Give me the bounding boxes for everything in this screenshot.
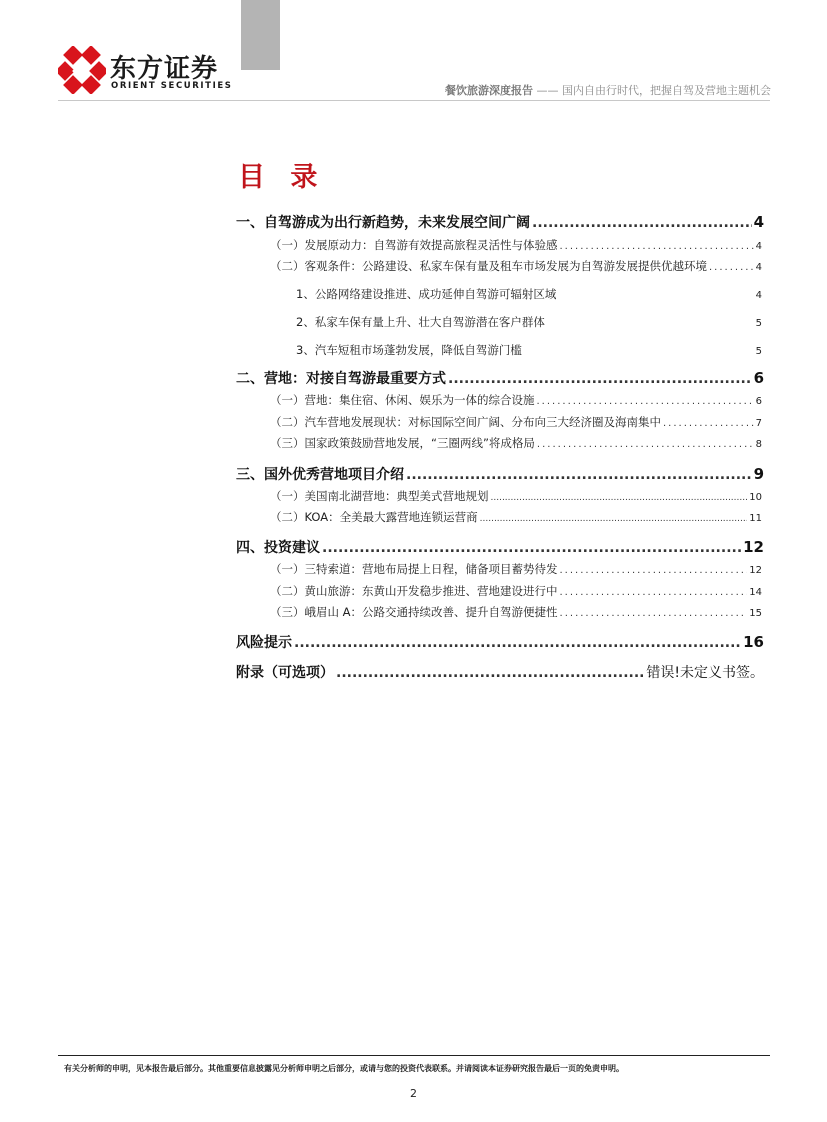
footer-divider	[58, 1055, 770, 1056]
toc-dot-leader	[336, 665, 644, 681]
report-category: 餐饮旅游深度报告	[445, 84, 533, 97]
toc-entry-text: 一、自驾游成为出行新趋势，未来发展空间广阔	[236, 215, 530, 231]
toc-entry-page: 12	[743, 538, 764, 556]
toc-dot-leader	[294, 635, 741, 651]
toc-dot-leader	[480, 514, 748, 524]
report-title: —— 国内自由行时代，把握自驾及营地主题机会	[536, 84, 771, 97]
toc-entry-1-1[interactable]	[270, 237, 762, 253]
toc-entry-page: 15	[749, 608, 762, 619]
logo-chinese-name: 东方证券	[110, 54, 219, 84]
header-divider	[58, 100, 770, 101]
toc-entry-text: 风险提示	[236, 635, 292, 651]
toc-entry-page: 5	[755, 318, 762, 329]
logo-english-name: ORIENT SECURITIES	[111, 81, 233, 91]
header-gray-band	[241, 0, 280, 70]
toc-entry-page: 9	[753, 465, 764, 483]
toc-entry-page: 4	[753, 213, 764, 231]
toc-dot-leader	[537, 439, 754, 450]
toc-entry-text: 1、公路网络建设推进、成功延伸自驾游可辐射区域	[296, 287, 557, 301]
toc-entry-2-1[interactable]	[270, 392, 762, 408]
toc-entry-text: 附录（可选项）	[236, 665, 334, 681]
toc-entry-text: （一）美国南北湖营地：典型美式营地规划	[270, 489, 489, 503]
toc-entry-1-2-1[interactable]	[296, 286, 762, 302]
toc-dot-leader	[491, 493, 748, 503]
toc-dot-leader	[709, 262, 754, 273]
toc-dot-leader	[560, 565, 748, 576]
toc-entry-section-3[interactable]	[236, 464, 764, 484]
toc-entry-text: （二）黄山旅游：东黄山开发稳步推进、营地建设进行中	[270, 584, 558, 598]
toc-dot-leader	[537, 396, 754, 407]
toc-entry-page: 4	[755, 262, 762, 273]
toc-entry-4-1[interactable]	[270, 561, 762, 577]
toc-entry-text: 3、汽车短租市场蓬勃发展，降低自驾游门槛	[296, 343, 522, 357]
toc-dot-leader	[448, 371, 752, 387]
toc-entry-text: （三）国家政策鼓励营地发展，“三圈两线”将成格局	[270, 436, 535, 450]
toc-entry-page: 11	[749, 513, 762, 524]
toc-entry-text: （三）峨眉山 A：公路交通持续改善、提升自驾游便捷性	[270, 605, 558, 619]
toc-dot-leader	[406, 467, 752, 483]
toc-entry-text: （一）三特索道：营地布局提上日程，储备项目蓄势待发	[270, 562, 558, 576]
toc-entry-page: 6	[755, 396, 762, 407]
toc-entry-page: 5	[755, 346, 762, 357]
toc-entry-text: 二、营地：对接自驾游最重要方式	[236, 371, 446, 387]
orient-securities-logo-icon	[58, 46, 106, 94]
toc-entry-page: 错误!未定义书签。	[646, 665, 764, 681]
company-logo	[58, 46, 233, 96]
toc-entry-3-2[interactable]	[270, 509, 762, 525]
toc-entry-text: （二）KOA：全美最大露营地连锁运营商	[270, 510, 478, 524]
footer-disclaimer: 有关分析师的申明，见本报告最后部分。其他重要信息披露见分析师申明之后部分，或请与您的投资代表联系。并请阅读本证券研究报告最后一页的免责申明。	[64, 1064, 624, 1073]
toc-entry-text: （二）客观条件：公路建设、私家车保有量及租车市场发展为自驾游发展提供优越环境	[270, 259, 707, 273]
toc-entry-risk[interactable]	[236, 632, 764, 652]
toc-entry-1-2-3[interactable]	[296, 342, 762, 358]
toc-dot-leader	[560, 608, 748, 619]
toc-entry-text: 2、私家车保有量上升、壮大自驾游潜在客户群体	[296, 315, 545, 329]
toc-entry-2-2[interactable]	[270, 414, 762, 430]
toc-dot-leader	[560, 241, 754, 252]
toc-entry-4-3[interactable]	[270, 604, 762, 620]
toc-entry-4-2[interactable]	[270, 583, 762, 599]
toc-entry-3-1[interactable]	[270, 488, 762, 504]
toc-entry-page: 7	[755, 418, 762, 429]
toc-entry-section-1[interactable]	[236, 212, 764, 232]
toc-entry-page: 10	[749, 492, 762, 503]
toc-dot-leader	[532, 215, 752, 231]
toc-entry-1-2[interactable]	[270, 258, 762, 274]
toc-entry-page: 4	[755, 290, 762, 301]
toc-entry-1-2-2[interactable]	[296, 314, 762, 330]
toc-entry-page: 4	[755, 241, 762, 252]
toc-entry-appendix[interactable]	[236, 662, 764, 682]
toc-entry-page: 6	[753, 369, 764, 387]
toc-dot-leader	[560, 587, 748, 598]
toc-entry-text: （二）汽车营地发展现状：对标国际空间广阔、分布向三大经济圈及海南集中	[270, 415, 661, 429]
toc-entry-section-2[interactable]	[236, 368, 764, 388]
toc-entry-text: （一）营地：集住宿、休闲、娱乐为一体的综合设施	[270, 393, 535, 407]
toc-entry-page: 16	[743, 633, 764, 651]
toc-entry-text: 四、投资建议	[236, 540, 320, 556]
toc-entry-text: 三、国外优秀营地项目介绍	[236, 467, 404, 483]
toc-entry-2-3[interactable]	[270, 435, 762, 451]
toc-entry-page: 12	[749, 565, 762, 576]
toc-entry-section-4[interactable]	[236, 537, 764, 557]
toc-entry-page: 14	[749, 587, 762, 598]
toc-entry-text: （一）发展原动力：自驾游有效提高旅程灵活性与体验感	[270, 238, 558, 252]
page-number: 2	[410, 1087, 417, 1100]
toc-entry-page: 8	[755, 439, 762, 450]
toc-dot-leader	[663, 418, 754, 429]
report-header-title	[445, 82, 771, 98]
toc-dot-leader	[322, 540, 741, 556]
toc-title: 目 录	[238, 162, 326, 193]
